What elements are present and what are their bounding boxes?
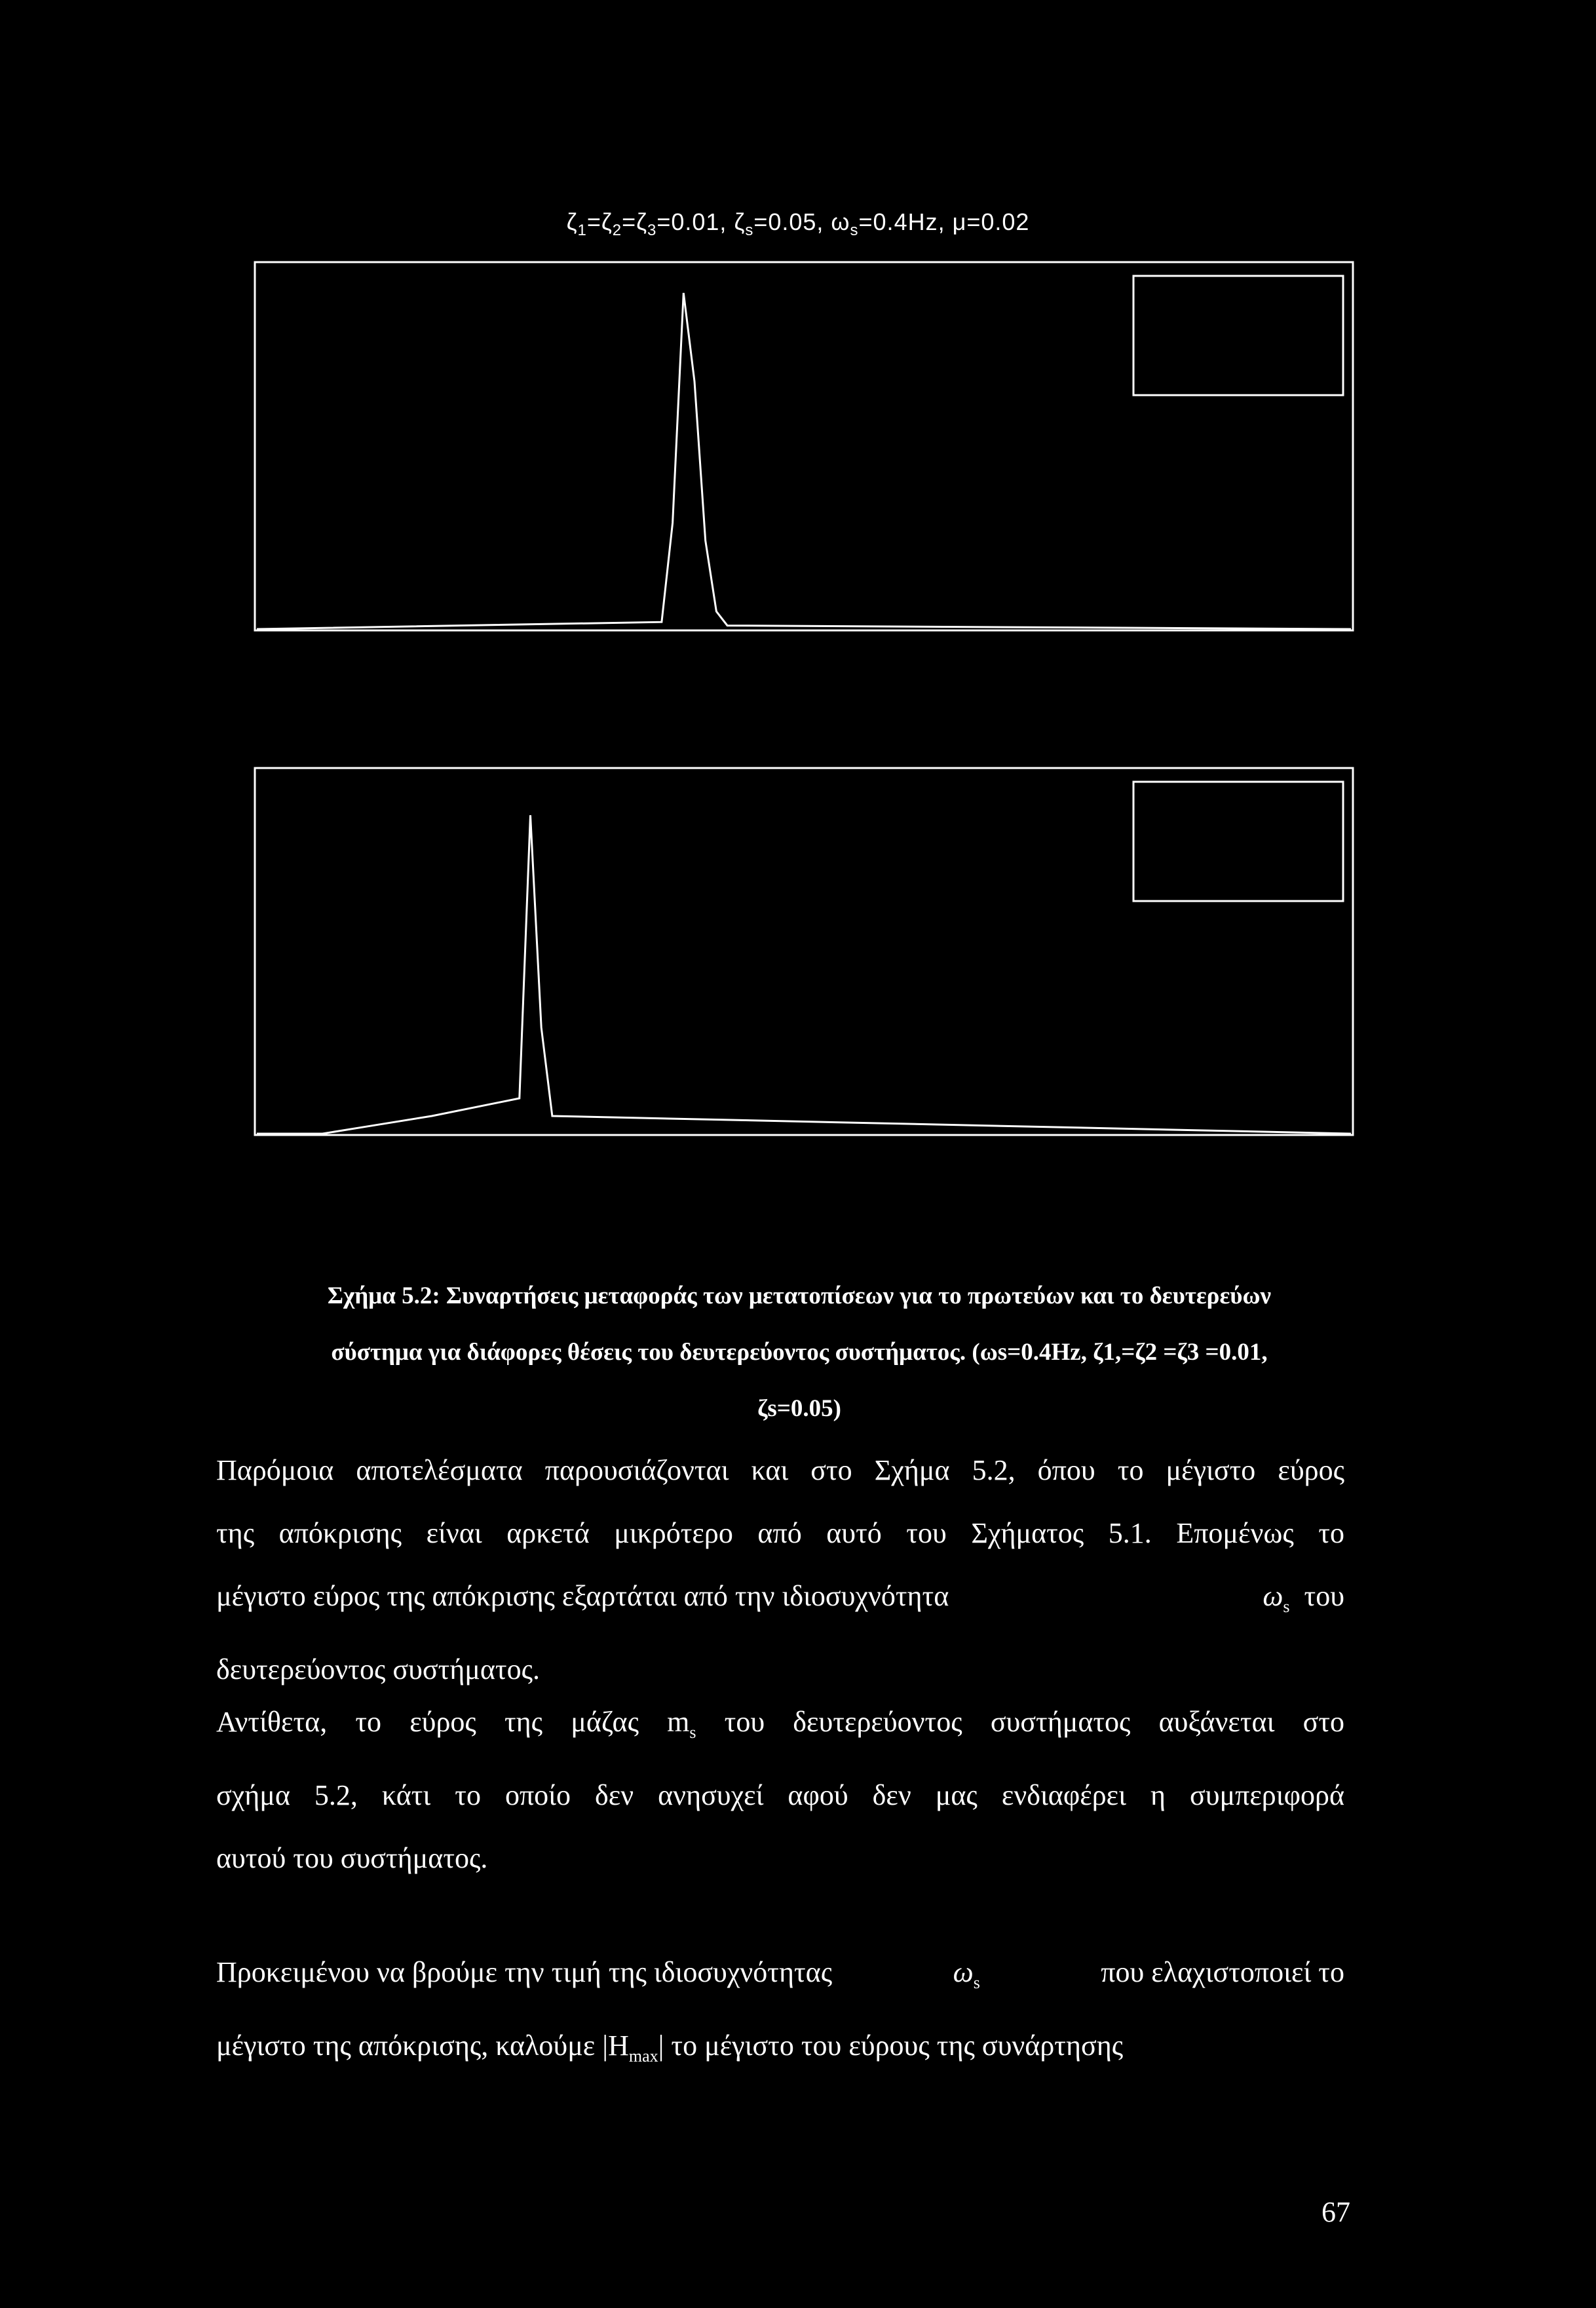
text-line: αυτού του συστήματος.	[216, 1841, 488, 1874]
figure-caption	[249, 1268, 1350, 1437]
paragraph-2	[216, 1691, 1344, 1890]
bottom-plot-frame	[255, 768, 1353, 1135]
text-line: μέγιστο της απόκρισης, καλούμε $|H_{max}|$ το μέγιστο του εύρους της συνάρτησης	[216, 2029, 1124, 2066]
top-plot-frame	[255, 262, 1353, 630]
figure-title: $\zeta_1=\zeta_2=\zeta_3=0.01$, $\zeta_s=0.05$, $\omega_s=0.4Hz$, μ=0.02	[566, 208, 1030, 240]
text-line: μέγιστο εύρος της απόκρισης εξαρτάται από την ιδιοσυχνότητα $\omega_s$ του	[216, 1580, 1344, 1616]
text-line: σχήμα 5.2, κάτι το οποίο δεν ανησυχεί αφού δεν μας ενδιαφέρει η συμπεριφορά	[216, 1779, 1344, 1811]
paragraph-3	[216, 1941, 1344, 2088]
caption-line: ζs=0.05)	[757, 1395, 841, 1422]
bottom-plot-legend-box	[1133, 782, 1343, 901]
page-number: 67	[1321, 2196, 1350, 2228]
top-plot-legend-box	[1133, 276, 1343, 395]
bottom-plot-response-curve	[257, 815, 1351, 1134]
text-line: Αντίθετα, το εύρος της μάζας $m_s$ του δευτερεύοντος συστήματος αυξάνεται στο	[216, 1706, 1344, 1742]
top-plot-response-curve	[257, 293, 1351, 629]
caption-line: σύστημα για διάφορες θέσεις του δευτερεύοντος συστήματος. (ωs=0.4Hz, ζ1,=ζ2 =ζ3 =0.01,	[331, 1339, 1268, 1366]
text-line: Παρόμοια αποτελέσματα παρουσιάζονται και στο Σχήμα 5.2, όπου το μέγιστο εύρος	[216, 1454, 1344, 1486]
paragraph-1	[216, 1439, 1344, 1701]
text-line: δευτερεύοντος συστήματος.	[216, 1653, 541, 1685]
text-line: Προκειμένου να βρούμε την τιμή της ιδιοσυχνότητας $\omega_s$ που ελαχιστοποιεί το	[216, 1956, 1344, 1992]
text-line: της απόκρισης είναι αρκετά μικρότερο από αυτό του Σχήματος 5.1. Επομένως το	[216, 1517, 1344, 1549]
caption-line: Σχήμα 5.2: Συναρτήσεις μεταφοράς των μετατοπίσεων για το πρωτεύων και το δευτερεύων	[327, 1282, 1272, 1309]
